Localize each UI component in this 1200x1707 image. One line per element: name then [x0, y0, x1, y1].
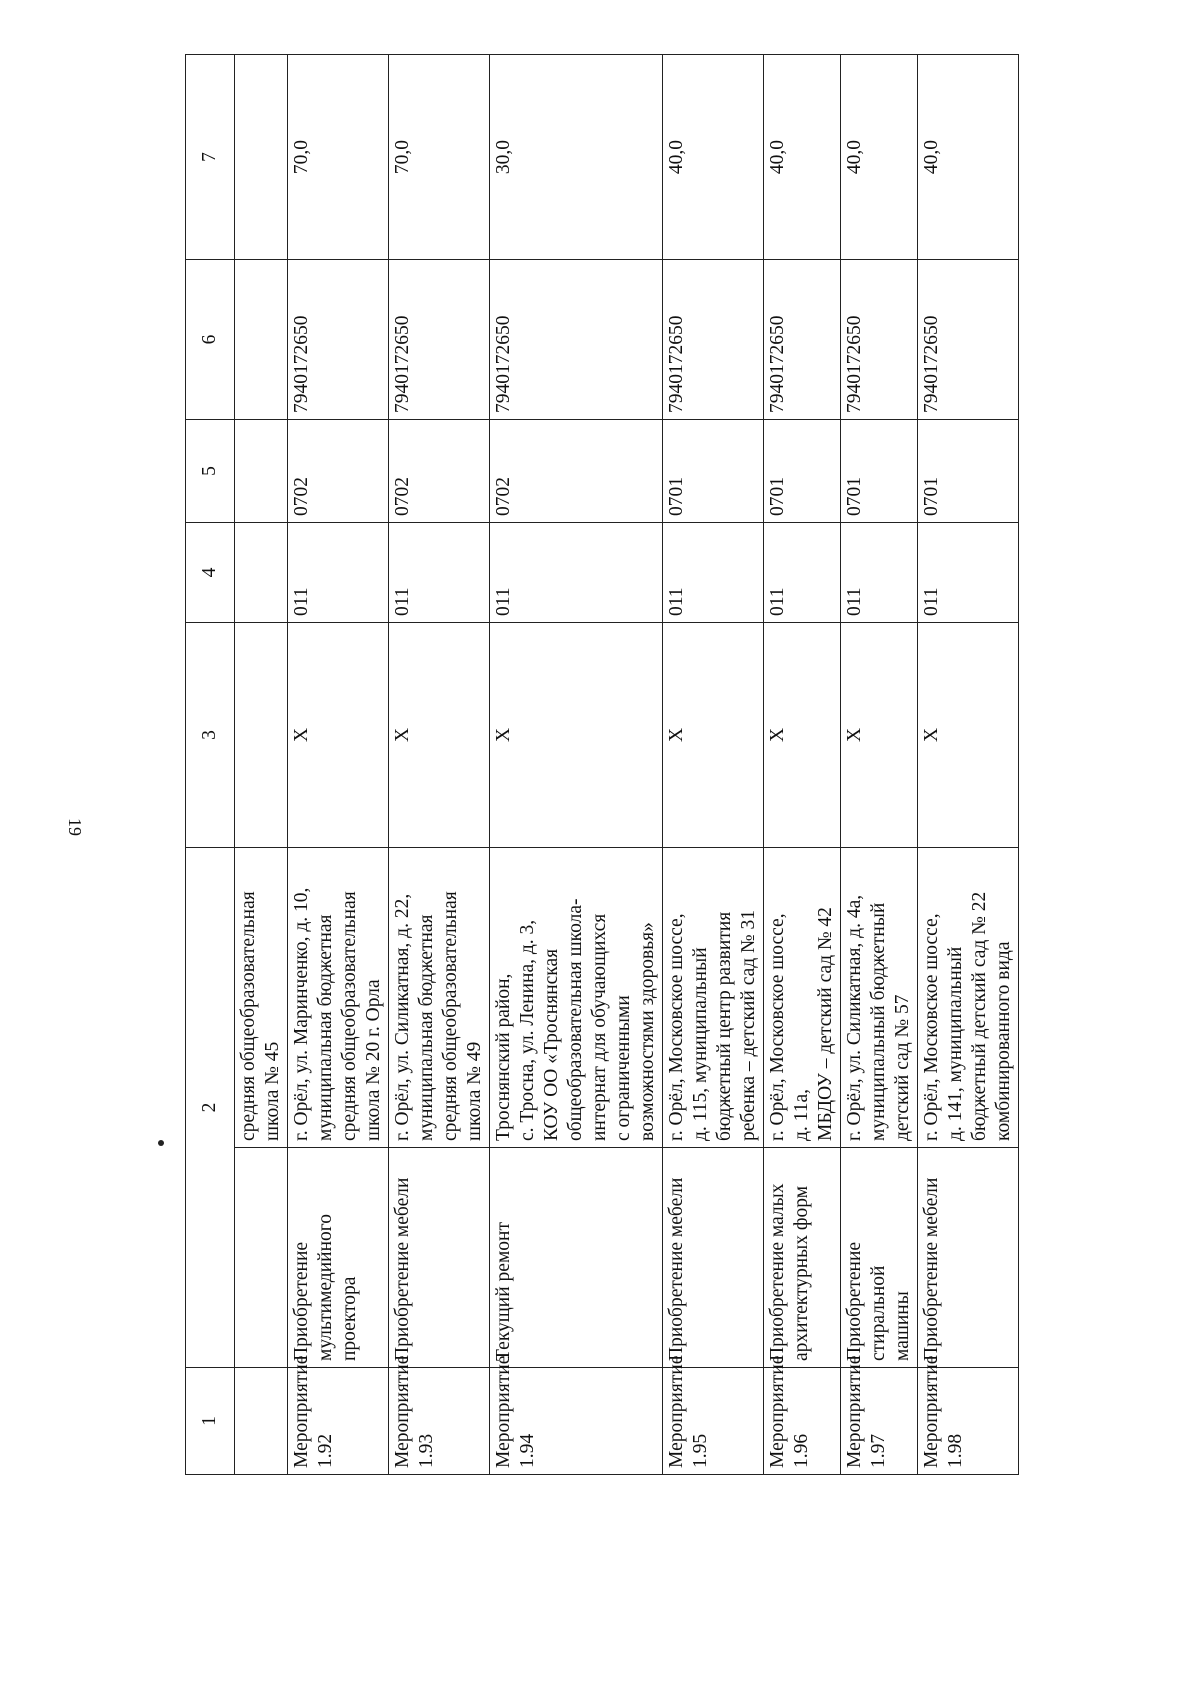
cell	[235, 260, 288, 420]
table-row	[288, 55, 389, 1475]
cell-col5: 0701	[918, 420, 1019, 523]
measures-table	[185, 54, 1019, 1475]
table-row	[663, 55, 764, 1475]
cell-id: Мероприятие 1.96	[764, 1368, 841, 1475]
cell-action: Приобретение мебели	[663, 1148, 764, 1368]
cell-address: г. Орёл, Московское шоссе, д. 11а, МБДОУ – детский сад № 42	[764, 848, 841, 1148]
scan-speck	[158, 1140, 164, 1146]
cell-col6: 7940172650	[663, 260, 764, 420]
cell-col6: 7940172650	[389, 260, 490, 420]
cell	[235, 623, 288, 848]
cell	[235, 1148, 288, 1368]
table-row	[918, 55, 1019, 1475]
cell-col5: 0701	[841, 420, 918, 523]
cell	[235, 420, 288, 523]
cell-col4: 011	[389, 523, 490, 623]
cell-action: Приобретение мебели	[918, 1148, 1019, 1368]
cell-action: Текущий ремонт	[490, 1148, 663, 1368]
cell-col3: Х	[841, 623, 918, 848]
cell-col7: 70,0	[389, 55, 490, 260]
cell-id: Мероприятие 1.94	[490, 1368, 663, 1475]
header-col-4: 4	[186, 523, 235, 623]
cell-address: г. Орёл, ул. Маринченко, д. 10, муниципальная бюджетная средняя общеобразовательная школа № 20 г. Орла	[288, 848, 389, 1148]
table-row	[389, 55, 490, 1475]
cell-id: Мероприятие 1.93	[389, 1368, 490, 1475]
cell-id: Мероприятие 1.95	[663, 1368, 764, 1475]
cell-col7: 40,0	[918, 55, 1019, 260]
cell-action: Приобретение мультимедийного проектора	[288, 1148, 389, 1368]
cell-action: Приобретение мебели	[389, 1148, 490, 1368]
cell-col3: Х	[764, 623, 841, 848]
cell-col3: Х	[663, 623, 764, 848]
document-table-rotated	[185, 55, 1200, 1475]
cell-address: г. Орёл, ул. Силикатная, д. 4а, муниципальный бюджетный детский сад № 57	[841, 848, 918, 1148]
header-row	[186, 55, 235, 1475]
table-row	[841, 55, 918, 1475]
cell-col7: 40,0	[841, 55, 918, 260]
cell-col4: 011	[663, 523, 764, 623]
table-row	[764, 55, 841, 1475]
cell-address: г. Орёл, Московское шоссе, д. 115, муниципальный бюджетный центр развития ребенка – детский сад № 31	[663, 848, 764, 1148]
header-col-5: 5	[186, 420, 235, 523]
cell-col3: Х	[490, 623, 663, 848]
header-col-6: 6	[186, 260, 235, 420]
cell-id: Мероприятие 1.97	[841, 1368, 918, 1475]
cell-col4: 011	[918, 523, 1019, 623]
page-number: 19	[65, 818, 85, 836]
cell-col7: 40,0	[764, 55, 841, 260]
cell-address: г. Орёл, ул. Силикатная, д. 22, муниципальная бюджетная средняя общеобразовательная школа № 49	[389, 848, 490, 1148]
table-row-continuation	[235, 55, 288, 1475]
cell-col5: 0702	[288, 420, 389, 523]
cell-col3: Х	[918, 623, 1019, 848]
cell-col7: 40,0	[663, 55, 764, 260]
cell-address: г. Орёл, Московское шоссе, д. 141, муниципальный бюджетный детский сад № 22 комбинированного вида	[918, 848, 1019, 1148]
table-row	[490, 55, 663, 1475]
cell-col6: 7940172650	[841, 260, 918, 420]
cell-col6: 7940172650	[918, 260, 1019, 420]
cell-id: Мероприятие 1.92	[288, 1368, 389, 1475]
cell-col3: Х	[389, 623, 490, 848]
header-col-1: 1	[186, 1368, 235, 1475]
cell-col6: 7940172650	[764, 260, 841, 420]
cell-col3: Х	[288, 623, 389, 848]
cell	[235, 1368, 288, 1475]
cell-action: Приобретение стиральной машины	[841, 1148, 918, 1368]
cell-col4: 011	[490, 523, 663, 623]
cell-col5: 0702	[389, 420, 490, 523]
header-col-2: 2	[186, 848, 235, 1368]
cell-col6: 7940172650	[288, 260, 389, 420]
cell-col7: 30,0	[490, 55, 663, 260]
cell-col4: 011	[764, 523, 841, 623]
cell-id: Мероприятие 1.98	[918, 1368, 1019, 1475]
cell-col6: 7940172650	[490, 260, 663, 420]
cell-col5: 0701	[764, 420, 841, 523]
header-col-7: 7	[186, 55, 235, 260]
cell-address: средняя общеобразовательная школа № 45	[235, 848, 288, 1148]
cell-col5: 0702	[490, 420, 663, 523]
cell-col4: 011	[841, 523, 918, 623]
cell-address: Троснянский район, с. Тросна, ул. Ленина, д. 3, КОУ ОО «Троснянская общеобразовательная школа- интернат для обучающихся с ограниченными возможностями здоровья»	[490, 848, 663, 1148]
cell-col4: 011	[288, 523, 389, 623]
cell	[235, 55, 288, 260]
cell-action: Приобретение малых архитектурных форм	[764, 1148, 841, 1368]
header-col-3: 3	[186, 623, 235, 848]
cell-col7: 70,0	[288, 55, 389, 260]
cell-col5: 0701	[663, 420, 764, 523]
cell	[235, 523, 288, 623]
